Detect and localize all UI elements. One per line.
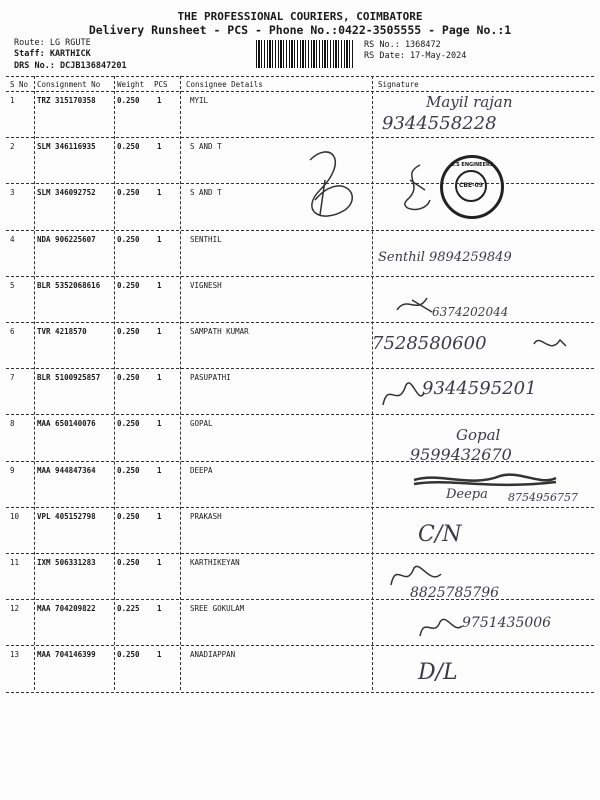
pcs-cell: 1 [157,142,162,152]
row-divider [6,692,594,693]
barcode [256,40,354,68]
weight-cell: 0.225 [117,604,140,614]
signature-scribble-3 [395,160,435,220]
consignment-cell: SLM 346092752 [37,188,96,198]
consignment-cell: NDA 906225607 [37,234,96,244]
company-title: THE PROFESSIONAL COURIERS, COIMBATORE [177,10,423,23]
row-divider [6,276,594,277]
consignment-cell: TRZ 315170358 [37,96,96,105]
pcs-cell: 1 [157,188,162,198]
weight-cell: 0.250 [117,558,140,567]
phone-9: 8754956757 [508,491,578,504]
route-label: Route: LG RGUTE [14,38,91,48]
pcs-cell: 1 [157,465,162,475]
consignment-cell: VPL 405152798 [37,511,96,521]
table-row [0,558,600,604]
signature-8: Gopal [456,426,501,444]
signature-13: D/L [418,660,458,685]
weight-cell: 0.250 [117,234,140,244]
pcs-cell: 1 [157,511,162,521]
consignment-cell: MAA 704209822 [37,604,96,614]
weight-cell: 0.250 [117,142,140,152]
row-divider [6,137,594,138]
pcs-cell: 1 [157,327,162,336]
consignment-cell: SLM 346116935 [37,142,96,152]
consignee-cell: PRAKASH [190,511,222,521]
consignee-cell: S AND T [190,142,222,152]
phone-1: 9344558228 [382,113,497,134]
weight-cell: 0.250 [117,465,140,475]
consignee-cell: KARTHIKEYAN [190,558,240,567]
consignment-cell: MAA 650140076 [37,419,96,429]
table-row [0,650,600,696]
sno-cell: 3 [10,188,15,198]
rs-date: RS Date: 17-May-2024 [364,51,467,61]
consignee-cell: SAMPATH KUMAR [190,327,249,336]
row-divider [6,599,594,600]
header-bottom-line [6,91,594,92]
weight-cell: 0.250 [117,511,140,521]
runsheet-subtitle: Delivery Runsheet - PCS - Phone No.:0422-3505555 - Page No.:1 [88,23,512,37]
pcs-cell: 1 [157,604,162,614]
row-divider [6,553,594,554]
phone-11: 8825785796 [410,585,500,601]
row-divider [6,414,594,415]
pcs-cell: 1 [157,650,162,660]
sno-cell: 13 [10,650,20,660]
pcs-cell: 1 [157,419,162,429]
sno-cell: 12 [10,604,20,614]
weight-cell: 0.250 [117,373,140,383]
sno-cell: 7 [10,373,15,383]
consignment-cell: MAA 944847364 [37,465,96,475]
consignee-cell: S AND T [190,188,222,198]
signature-scribble-2 [290,140,370,230]
sno-cell: 8 [10,419,15,429]
weight-cell: 0.250 [117,419,140,429]
table-row [0,512,600,558]
weight-cell: 0.250 [117,188,140,198]
signature-4: Senthil 9894259849 [378,250,512,265]
sno-cell: 11 [10,558,20,567]
consignee-cell: MYIL [190,96,209,105]
col-signature-header: Signature [378,80,419,89]
sno-cell: 2 [10,142,15,152]
table-row [0,281,600,327]
consignee-cell: SREE GOKULAM [190,604,245,614]
pcs-cell: 1 [157,558,162,567]
consignee-cell: SENTHIL [190,234,222,244]
pcs-cell: 1 [157,373,162,383]
consignee-cell: GOPAL [190,419,213,429]
pcs-cell: 1 [157,96,162,105]
sno-cell: 10 [10,511,20,521]
signature-scribble-12 [416,612,466,642]
weight-cell: 0.250 [117,327,140,336]
phone-7: 9344595201 [422,378,537,399]
sno-cell: 5 [10,280,15,290]
sno-cell: 1 [10,96,15,105]
consignee-cell: VIGNESH [190,280,222,290]
consignee-cell: DEEPA [190,465,213,475]
col-consignee-header: Consignee Details [186,80,263,89]
drs-number: DRS No.: DCJB136847201 [14,61,127,71]
row-divider [6,507,594,508]
row-divider [6,368,594,369]
col-weight-header: Weight [117,80,145,89]
consignment-cell: IXM 506331283 [37,558,96,567]
weight-cell: 0.250 [117,96,140,105]
weight-cell: 0.250 [117,650,140,660]
sno-cell: 9 [10,465,15,475]
row-divider [6,322,594,323]
consignment-cell: MAA 704146399 [37,650,96,660]
table-row [0,327,600,373]
phone-8: 9599432670 [410,445,512,464]
signature-1: Mayil rajan [426,93,513,111]
company-stamp [440,155,504,219]
sno-cell: 4 [10,234,15,244]
pcs-cell: 1 [157,234,162,244]
col-pcs-header: PCS [154,80,168,89]
stamp-outer-text: S.S ENGINEERS [450,162,494,168]
row-divider [6,645,594,646]
pcs-cell: 1 [157,280,162,290]
consignment-cell: BLR 5100925857 [37,373,101,383]
stamp-inner-text: CBE-09 [455,170,487,202]
table-top-line [6,76,594,77]
rs-number: RS No.: 1368472 [364,40,441,50]
col-consignment-header: Consignment No [37,80,101,89]
consignee-cell: ANADIAPPAN [190,650,236,660]
signature-scribble-7 [378,375,428,415]
phone-12: 9751435006 [462,615,552,631]
phone-5: 6374202044 [432,305,509,319]
signature-9: Deepa [446,487,488,502]
col-sno-header: S No [10,80,29,89]
consignment-cell: BLR 5352068616 [37,280,101,290]
signature-scribble-6 [530,332,570,356]
staff-label: Staff: KARTHICK [14,49,91,59]
phone-6: 7528580600 [372,333,487,354]
sno-cell: 6 [10,327,15,336]
consignee-cell: PASUPATHI [190,373,231,383]
signature-10: C/N [418,522,462,547]
weight-cell: 0.250 [117,280,140,290]
consignment-cell: TVR 4218570 [37,327,87,336]
